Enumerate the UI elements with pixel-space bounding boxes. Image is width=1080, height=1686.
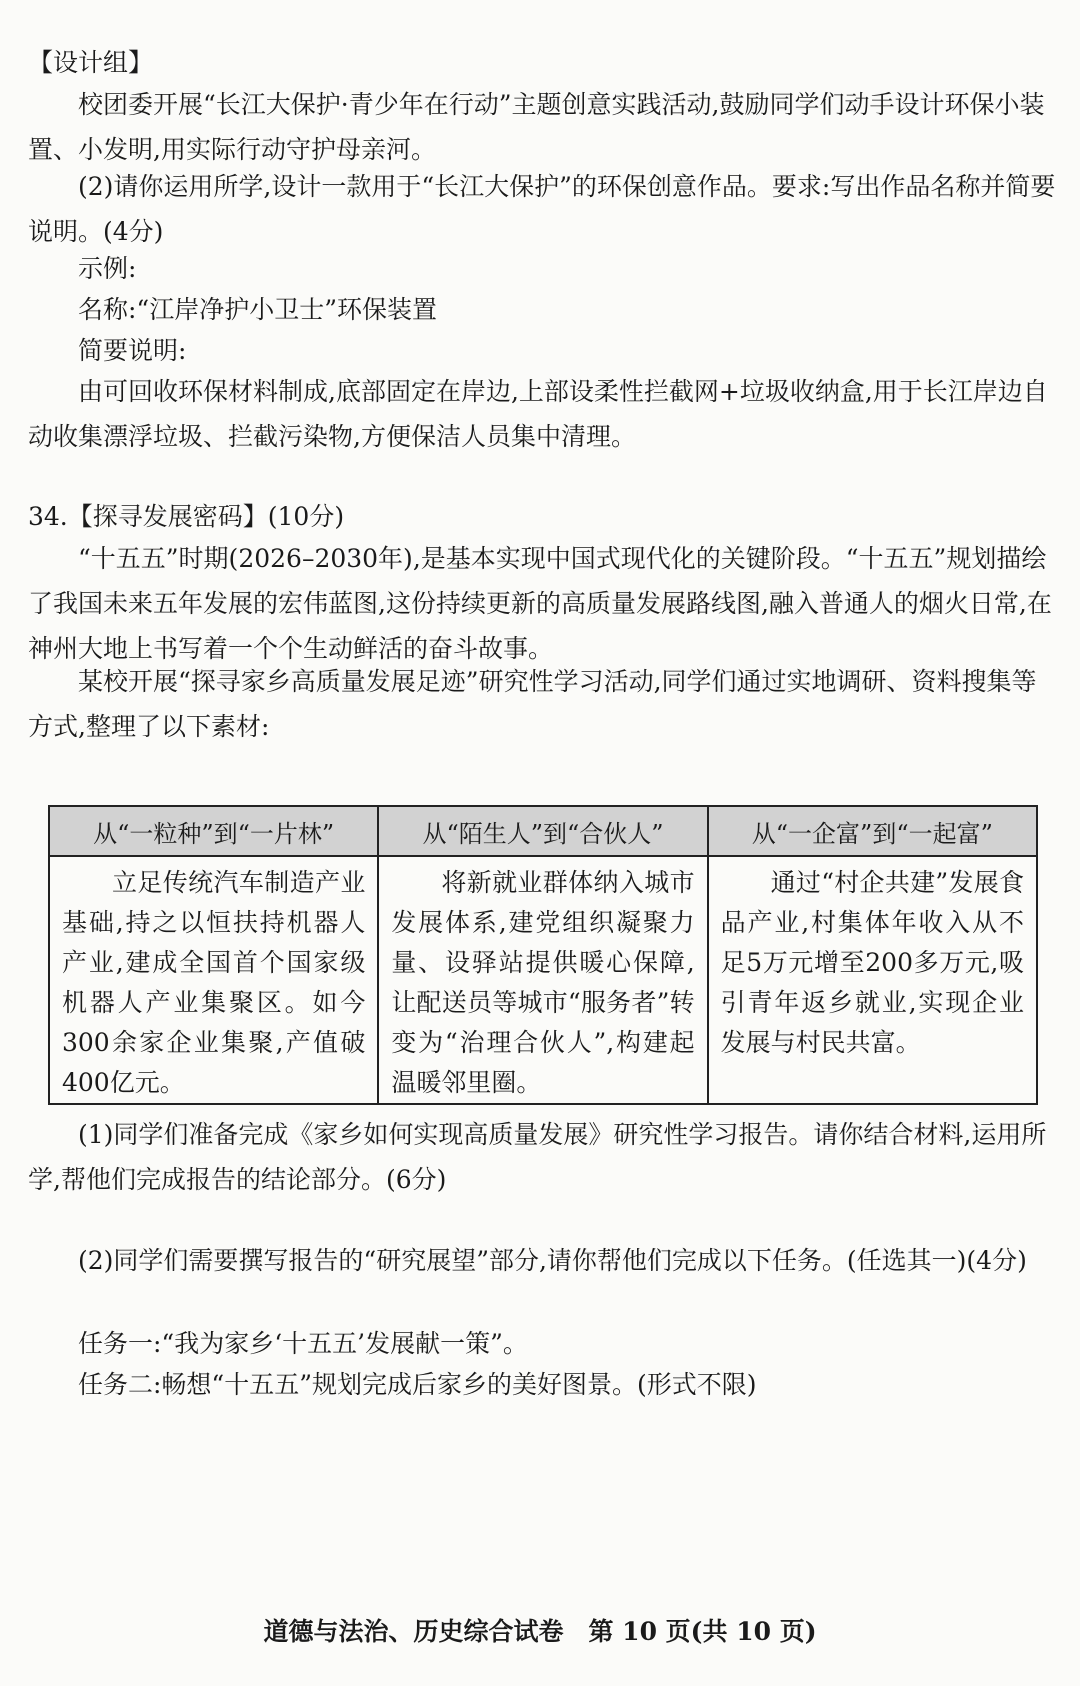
question-34-activity: 某校开展“探寻家乡高质量发展足迹”研究性学习活动,同学们通过实地调研、资料搜集等方式,整理了以下素材: xyxy=(28,667,1037,741)
design-group-heading: 【设计组】 xyxy=(28,48,154,77)
material-table-header-row xyxy=(49,806,1037,856)
brief-description-text: 由可回收环保材料制成,底部固定在岸边,上部设柔性拦截网+垃圾收纳盒,用于长江岸边自动收集漂浮垃圾、拦截污染物,方便保洁人员集中清理。 xyxy=(28,377,1048,451)
example-name: 名称:“江岸净护小卫士”环保装置 xyxy=(28,295,437,324)
material-header-3: 从“一企富”到“一起富” xyxy=(708,806,1037,856)
material-cell-3: 通过“村企共建”发展食品产业,村集体年收入从不足5万元增至200多万元,吸引青年返乡就业,实现企业发展与村民共富。 xyxy=(708,856,1037,1104)
material-table xyxy=(48,805,1038,1105)
brief-description-label: 简要说明: xyxy=(28,336,187,365)
material-cell-2: 将新就业群体纳入城市发展体系,建党组织凝聚力量、设驿站提供暖心保障,让配送员等城市“服务者”转变为“治理合伙人”,构建起温暖邻里圈。 xyxy=(378,856,707,1104)
question-34-title: 34.【探寻发展密码】(10分) xyxy=(28,502,345,531)
example-label: 示例: xyxy=(28,254,137,283)
material-header-1: 从“一粒种”到“一片林” xyxy=(49,806,378,856)
material-cell-1: 立足传统汽车制造产业基础,持之以恒扶持机器人产业,建成全国首个国家级机器人产业集聚区。如今300余家企业集聚,产值破400亿元。 xyxy=(49,856,378,1104)
design-group-intro: 校团委开展“长江大保护·青少年在行动”主题创意实践活动,鼓励同学们动手设计环保小装置、小发明,用实际行动守护母亲河。 xyxy=(28,90,1045,164)
question-34-part-2: (2)同学们需要撰写报告的“研究展望”部分,请你帮他们完成以下任务。(任选其一)(4分) xyxy=(28,1246,1027,1275)
question-2-design: (2)请你运用所学,设计一款用于“长江大保护”的环保创意作品。要求:写出作品名称并简要说明。(4分) xyxy=(28,172,1056,246)
question-34-part-1: (1)同学们准备完成《家乡如何实现高质量发展》研究性学习报告。请你结合材料,运用所学,帮他们完成报告的结论部分。(6分) xyxy=(28,1120,1047,1194)
task-two: 任务二:畅想“十五五”规划完成后家乡的美好图景。(形式不限) xyxy=(28,1370,757,1399)
task-one: 任务一:“我为家乡‘十五五’发展献一策”。 xyxy=(28,1329,528,1358)
page-footer: 道德与法治、历史综合试卷 第 10 页(共 10 页) xyxy=(263,1617,817,1646)
material-header-2: 从“陌生人”到“合伙人” xyxy=(378,806,707,856)
material-table-body-row xyxy=(49,856,1037,1104)
question-34-intro: “十五五”时期(2026–2030年),是基本实现中国式现代化的关键阶段。“十五五”规划描绘了我国未来五年发展的宏伟蓝图,这份持续更新的高质量发展路线图,融入普通人的烟火日常,在神州大地上书写着一个个生动鲜活的奋斗故事。 xyxy=(28,544,1052,663)
